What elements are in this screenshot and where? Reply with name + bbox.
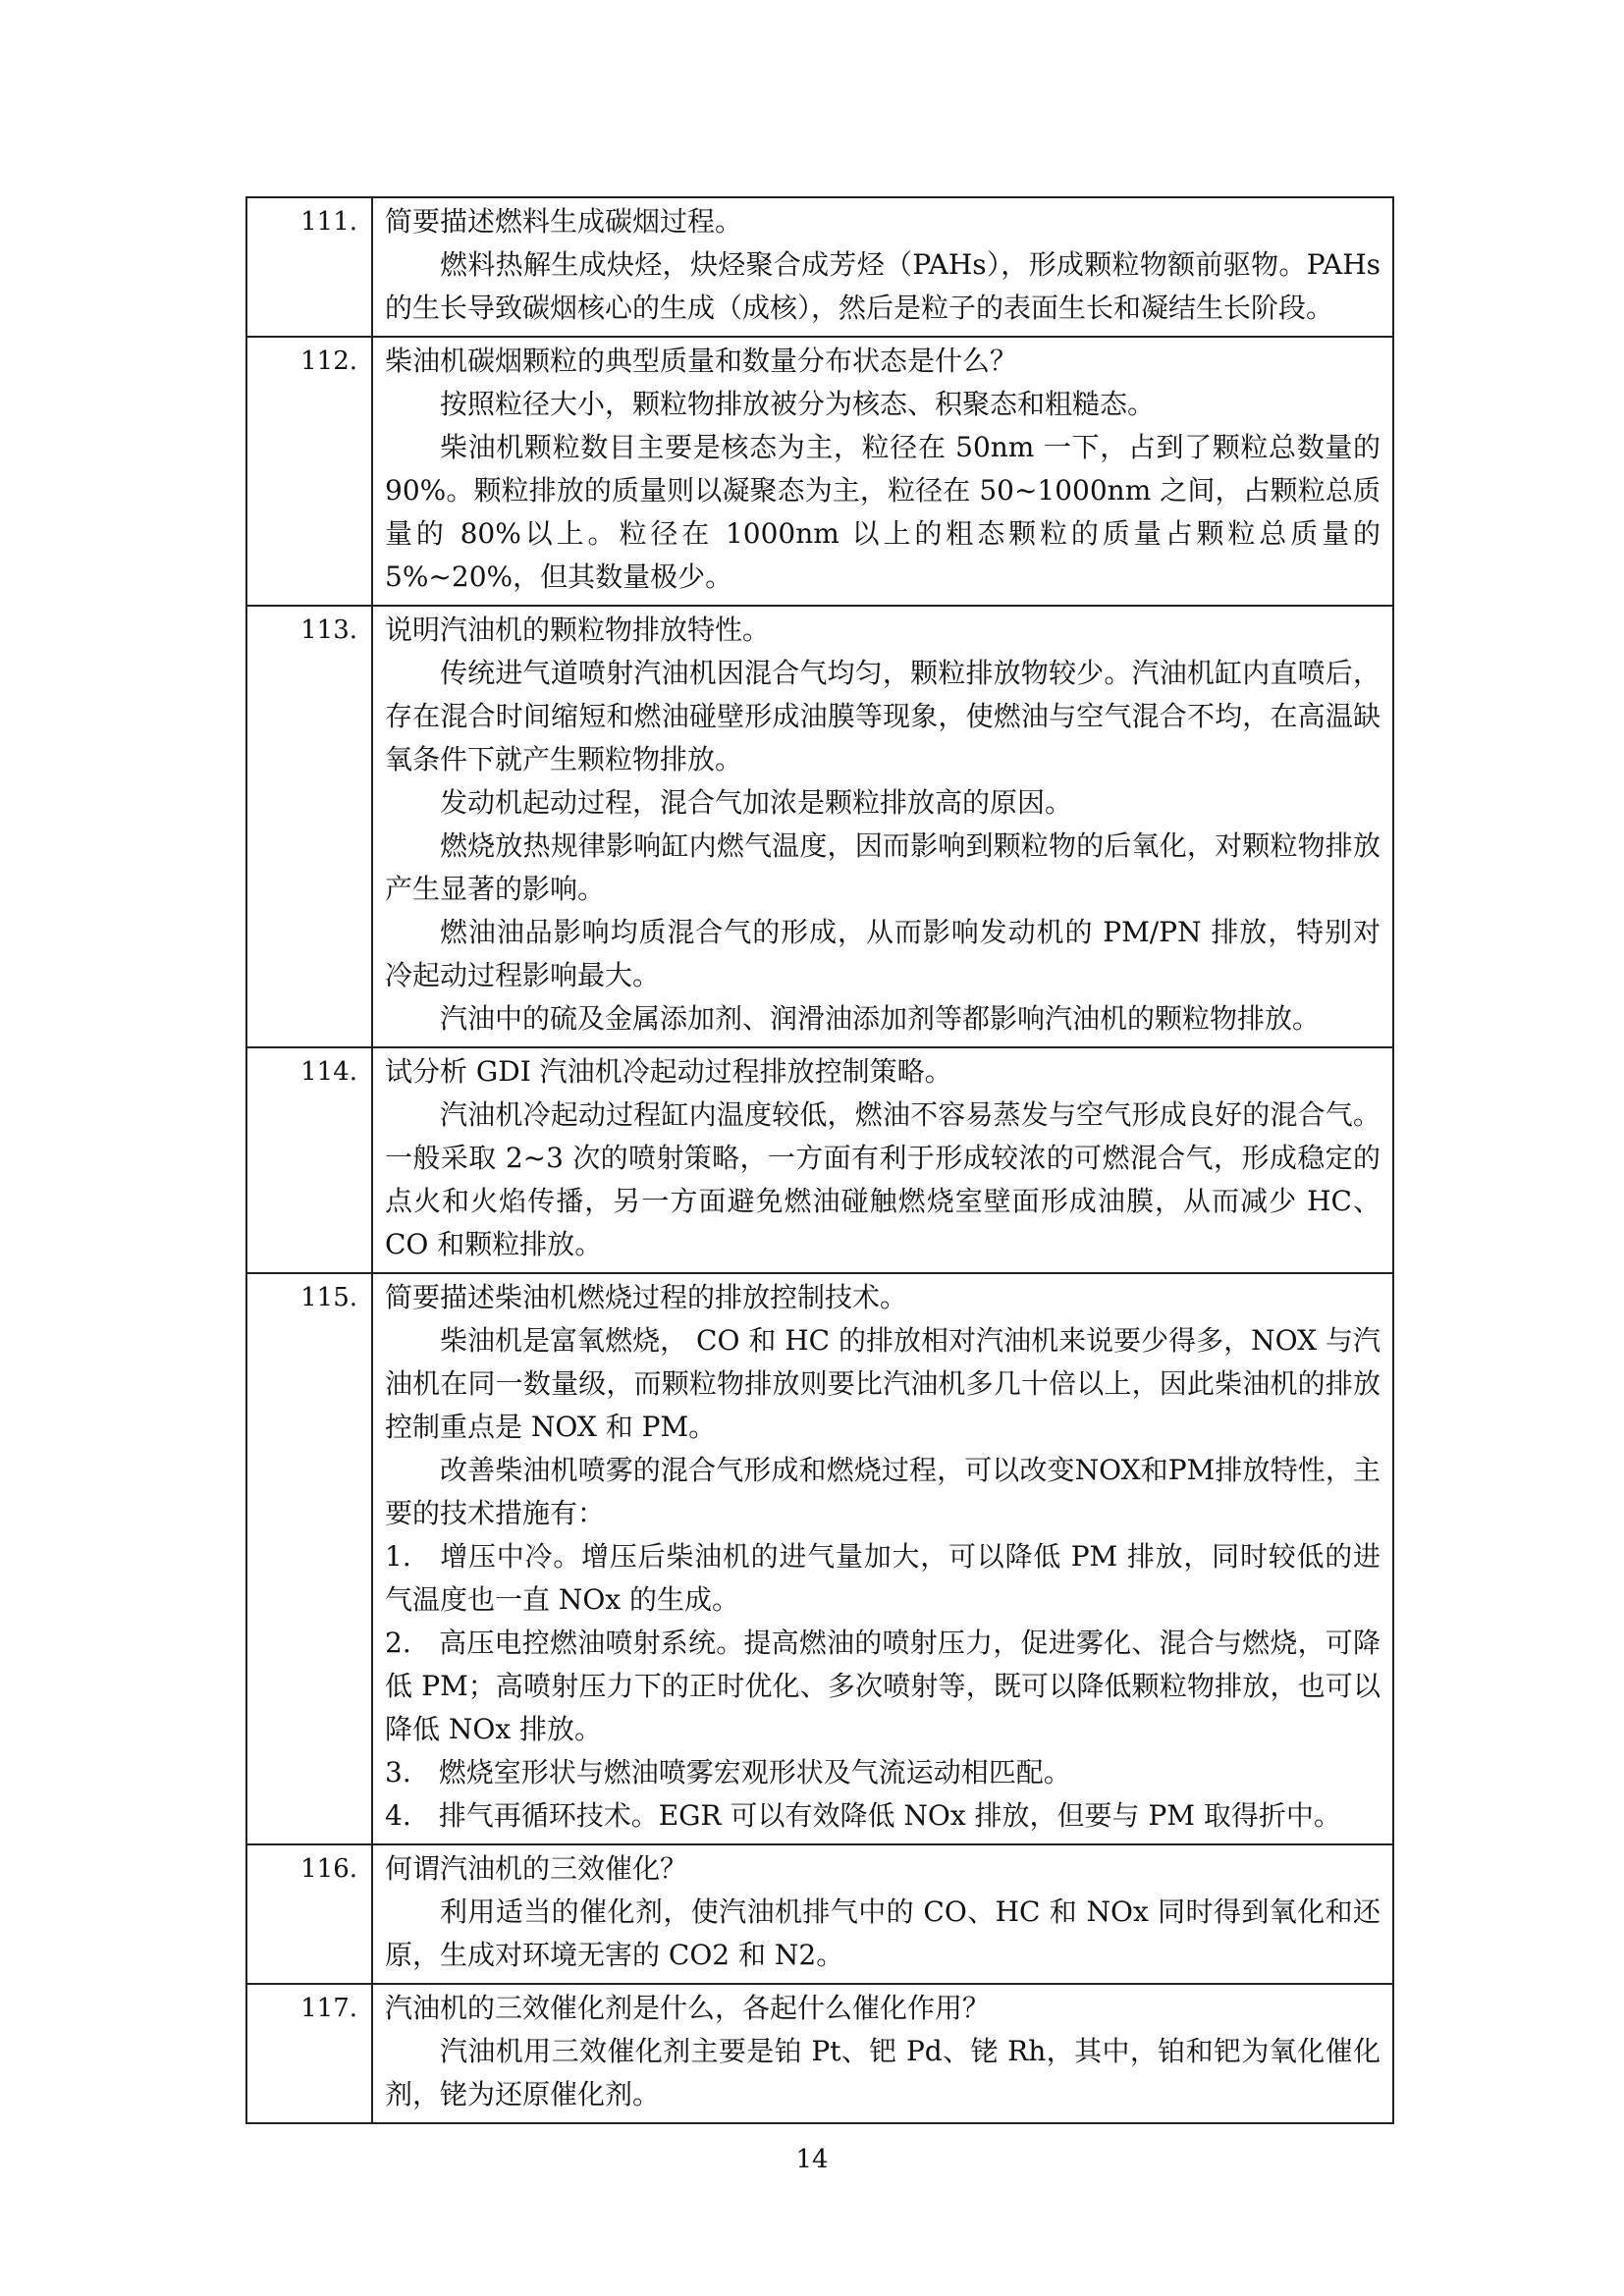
question-row bbox=[246, 337, 1393, 606]
question-row bbox=[246, 1273, 1393, 1844]
question-text: 何谓汽油机的三效催化？ bbox=[385, 1852, 688, 1885]
question-content bbox=[372, 1273, 1393, 1844]
question-row bbox=[246, 197, 1393, 337]
qa-table bbox=[245, 196, 1394, 2124]
page-number: 14 bbox=[795, 2145, 829, 2174]
question-number: 116. bbox=[246, 1844, 372, 1984]
question-number: 112. bbox=[246, 337, 372, 606]
question-number: 114. bbox=[246, 1047, 372, 1273]
question-text: 简要描述燃料生成碳烟过程。 bbox=[385, 205, 743, 238]
question-text: 说明汽油机的颗粒物排放特性。 bbox=[385, 614, 771, 646]
question-text: 试分析 GDI 汽油机冷起动过程排放控制策略。 bbox=[385, 1055, 952, 1088]
answer-paragraph: 燃油油品影响均质混合气的形成，从而影响发动机的 PM/PN 排放，特别对冷起动过程影响最大。 bbox=[385, 916, 1380, 991]
question-row bbox=[246, 1984, 1393, 2123]
question-row bbox=[246, 1844, 1393, 1984]
answer-list-item: 4. 排气再循环技术。EGR 可以有效降低 NOx 排放，但要与 PM 取得折中。 bbox=[385, 1799, 1341, 1832]
answer-paragraph: 燃料热解生成炔烃，炔烃聚合成芳烃（PAHs），形成颗粒物额前驱物。PAHs 的生长导致碳烟核心的生成（成核），然后是粒子的表面生长和凝结生长阶段。 bbox=[385, 248, 1380, 324]
answer-paragraph: 传统进气道喷射汽油机因混合气均匀，颗粒排放物较少。汽油机缸内直喷后，存在混合时间缩短和燃油碰壁形成油膜等现象，使燃油与空气混合不均，在高温缺氧条件下就产生颗粒物排放。 bbox=[385, 657, 1380, 775]
answer-paragraph: 按照粒径大小，颗粒物排放被分为核态、积聚态和粗糙态。 bbox=[440, 388, 1156, 420]
question-content bbox=[372, 606, 1393, 1047]
answer-list-item: 1. 增压中冷。增压后柴油机的进气量加大，可以降低 PM 排放，同时较低的进气温度也一直 NOx 的生成。 bbox=[385, 1540, 1380, 1616]
question-content bbox=[372, 1047, 1393, 1273]
answer-paragraph: 发动机起动过程，混合气加浓是颗粒排放高的原因。 bbox=[440, 786, 1073, 819]
answer-list-item: 2. 高压电控燃油喷射系统。提高燃油的喷射压力，促进雾化、混合与燃烧，可降低 PM；高喷射压力下的正时优化、多次喷射等，既可以降低颗粒物排放，也可以降低 NOx 排放。 bbox=[385, 1627, 1380, 1745]
question-number: 115. bbox=[246, 1273, 372, 1844]
question-text: 简要描述柴油机燃烧过程的排放控制技术。 bbox=[385, 1281, 908, 1313]
answer-paragraph: 汽油机用三效催化剂主要是铂 Pt、钯 Pd、铑 Rh，其中，铂和钯为氧化催化剂，铑为还原催化剂。 bbox=[385, 2035, 1380, 2110]
answer-paragraph: 改善柴油机喷雾的混合气形成和燃烧过程，可以改变NOX和PM排放特性，主要的技术措施有： bbox=[385, 1454, 1380, 1529]
question-content bbox=[372, 337, 1393, 606]
question-number: 117. bbox=[246, 1984, 372, 2123]
question-number: 111. bbox=[246, 197, 372, 337]
answer-paragraph: 燃烧放热规律影响缸内燃气温度，因而影响到颗粒物的后氧化，对颗粒物排放产生显著的影响。 bbox=[385, 829, 1380, 905]
answer-paragraph: 汽油机冷起动过程缸内温度较低，燃油不容易蒸发与空气形成良好的混合气。一般采取 2~3 次的喷射策略，一方面有利于形成较浓的可燃混合气，形成稳定的点火和火焰传播，另一方面避免燃油碰触燃烧室壁面形成油膜，从而减少 HC、CO 和颗粒排放。 bbox=[385, 1098, 1380, 1260]
question-row bbox=[246, 1047, 1393, 1273]
answer-paragraph: 柴油机是富氧燃烧， CO 和 HC 的排放相对汽油机来说要少得多，NOX 与汽油机在同一数量级，而颗粒物排放则要比汽油机多几十倍以上，因此柴油机的排放控制重点是 NOX 和 PM。 bbox=[385, 1324, 1380, 1443]
question-row bbox=[246, 606, 1393, 1047]
answer-paragraph: 柴油机颗粒数目主要是核态为主，粒径在 50nm 一下，占到了颗粒总数量的 90%。颗粒排放的质量则以凝聚态为主，粒径在 50~1000nm 之间，占颗粒总质量的 80%以上。粒径在 1000nm 以上的粗态颗粒的质量占颗粒总质量的 5%~20%，但其数量极少。 bbox=[385, 431, 1380, 593]
question-text: 汽油机的三效催化剂是什么，各起什么催化作用？ bbox=[385, 1992, 991, 2024]
question-number: 113. bbox=[246, 606, 372, 1047]
question-content bbox=[372, 197, 1393, 337]
question-content bbox=[372, 1984, 1393, 2123]
qa-table-body bbox=[246, 197, 1393, 2123]
question-content bbox=[372, 1844, 1393, 1984]
question-text: 柴油机碳烟颗粒的典型质量和数量分布状态是什么？ bbox=[385, 345, 1018, 377]
answer-list-item: 3. 燃烧室形状与燃油喷雾宏观形状及气流运动相匹配。 bbox=[385, 1756, 1071, 1789]
answer-paragraph: 利用适当的催化剂，使汽油机排气中的 CO、HC 和 NOx 同时得到氧化和还原，生成对环境无害的 CO2 和 N2。 bbox=[385, 1896, 1380, 1971]
answer-paragraph: 汽油中的硫及金属添加剂、润滑油添加剂等都影响汽油机的颗粒物排放。 bbox=[440, 1002, 1321, 1035]
